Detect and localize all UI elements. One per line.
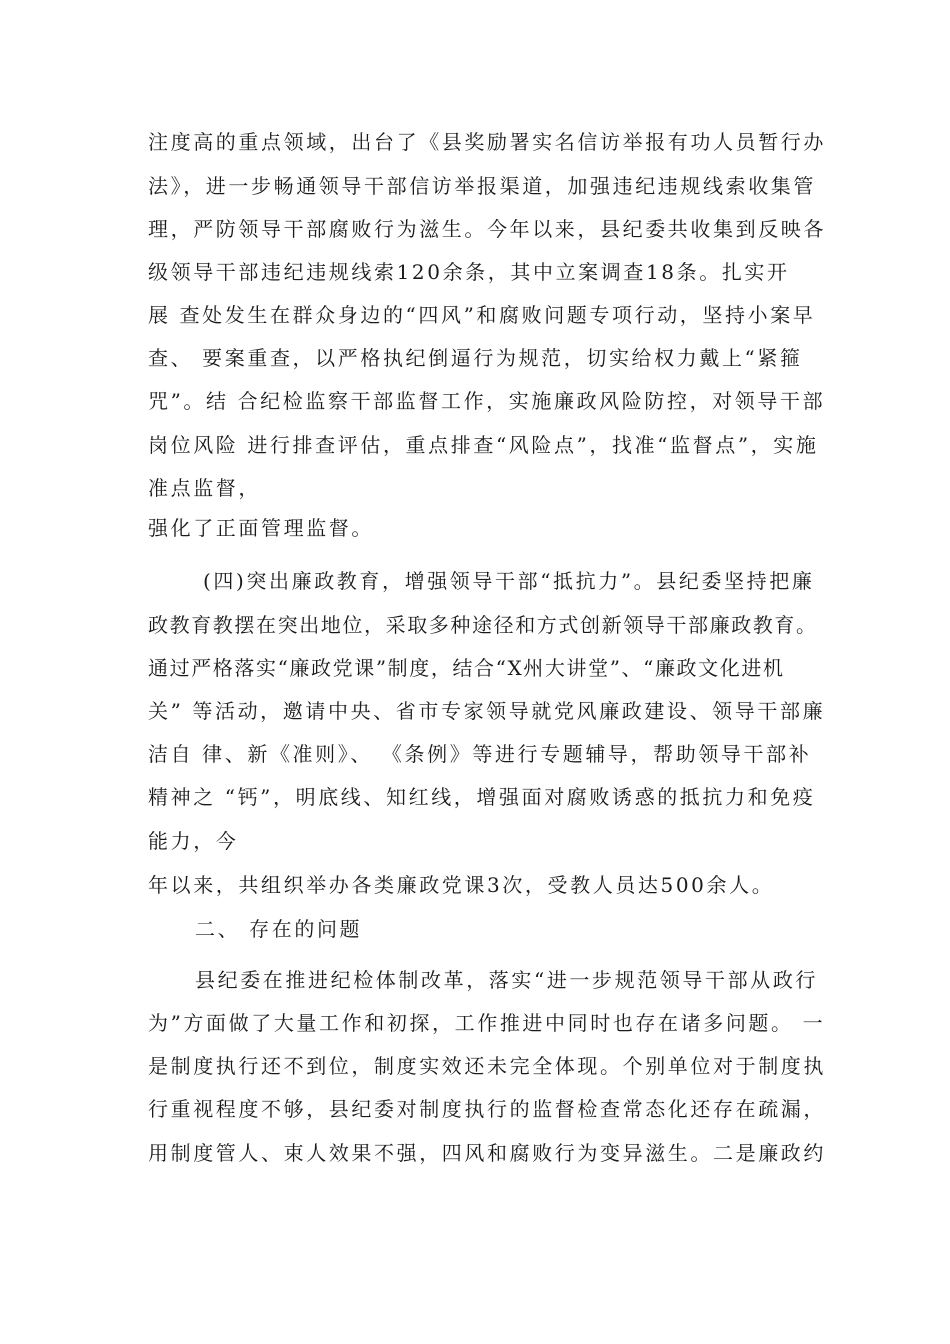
text-line: 岗位风险 进行排查评估，重点排查“风险点”，找准“监督点”，实施 [148, 433, 819, 457]
section-heading-problems: 二、 存在的问题 [195, 917, 363, 941]
text-line: 用制度管人、束人效果不强，四风和腐败行为变异滋生。二是廉政约 [148, 1141, 826, 1165]
text-line: 精神之 “钙”，明底线、知红线，增强面对腐败诱惑的抵抗力和免疫 [148, 785, 816, 809]
text-line: 为”方面做了大量工作和初探，工作推进中同时也存在诸多问题。 一 [148, 1011, 826, 1035]
text-line: 县纪委在推进纪检体制改革，落实“进一步规范领导干部从政行 [195, 968, 819, 992]
text-line: 行重视程度不够，县纪委对制度执行的监督检查常态化还存在疏漏， [148, 1097, 826, 1121]
text-line: 咒”。结 合纪检监察干部监督工作，实施廉政风险防控，对领导干部 [148, 389, 826, 413]
text-line: 理，严防领导干部腐败行为滋生。今年以来，县纪委共收集到反映各 [148, 217, 826, 241]
text-line: 法》，进一步畅通领导干部信访举报渠道，加强违纪违规线索收集管 [148, 174, 816, 198]
text-line: 能力，今 [148, 829, 239, 853]
text-line: 政教育教摆在突出地位，采取多种途径和方式创新领导干部廉政教育。 [148, 613, 818, 637]
text-line: 关” 等活动，邀请中央、省市专家领导就党风廉政建设、领导干部廉 [148, 699, 826, 723]
text-line: 强化了正面管理监督。 [148, 516, 374, 540]
text-line: 查、 要案重查，以严格执纪倒逼行为规范，切实给权力戴上“紧箍 [148, 346, 803, 370]
text-line: 展 查处发生在群众身边的“四风”和腐败问题专项行动，坚持小案早 [148, 303, 816, 327]
text-line: 准点监督， [148, 476, 261, 500]
text-line: 通过严格落实“廉政党课”制度，结合“X州大讲堂”、“廉政文化进机 [148, 656, 785, 680]
section-heading-four: (四)突出廉政教育，增强领导干部“抵抗力”。县纪委坚持把廉 [203, 569, 815, 593]
text-line: 是制度执行还不到位，制度实效还未完全体现。个别单位对于制度执 [148, 1054, 826, 1078]
text-line: 级领导干部违纪违规线索120余条，其中立案调查18条。扎实开 [148, 260, 790, 284]
text-line: 注度高的重点领域，出台了《县奖励署实名信访举报有功人员暂行办 [148, 130, 826, 154]
text-line: 洁自 律、新《准则》、 《条例》等进行专题辅导，帮助领导干部补 [148, 742, 812, 766]
text-line: 年以来，共组织举办各类廉政党课3次，受教人员达500余人。 [148, 873, 775, 897]
